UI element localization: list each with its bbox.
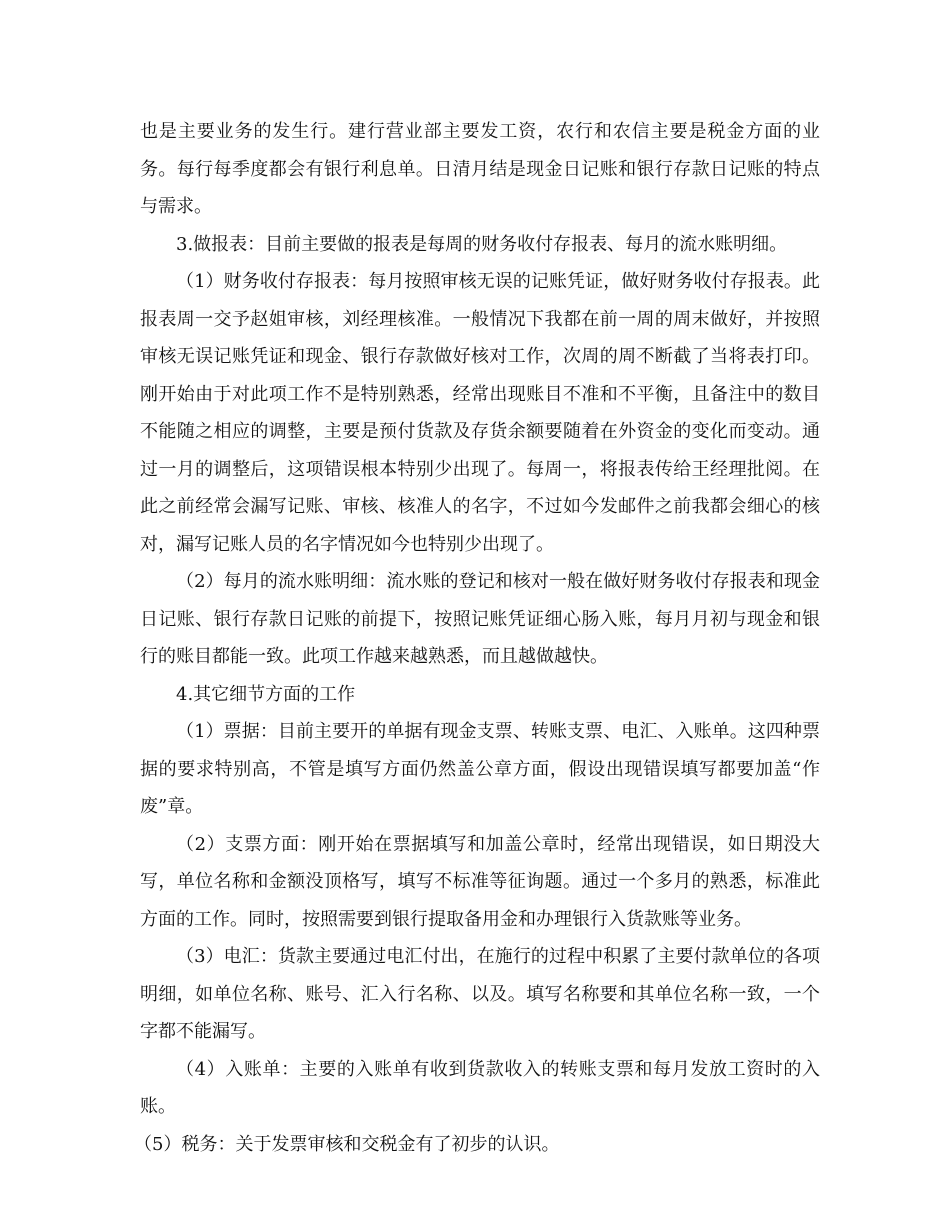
heading-other-details: 4.其它细节方面的工作 (176, 683, 356, 705)
paragraph-continued: 也是主要业务的发生行。建行营业部主要发工资，农行和农信主要是税金方面的业务。每行每季度都会有银行利息单。日清月结是现金日记账和银行存款日记账的特点与需求。 (140, 121, 820, 217)
paragraph-checks: （2）支票方面：刚开始在票据填写和加盖公章时，经常出现错误，如日期没大写，单位名称和金额没顶格写，填写不标准等征询题。通过一个多月的熟悉，标准此方面的工作。同时，按照需要到银行提取备用金和办理银行入货款账等业务。 (140, 833, 820, 930)
document-body (134, 113, 820, 1163)
paragraph-monthly-ledger: （2）每月的流水账明细：流水账的登记和核对一般在做好财务收付存报表和现金日记账、银行存款日记账的前提下，按照记账凭证细心肠入账，每月月初与现金和银行的账目都能一致。此项工作越来越熟悉，而且越做越快。 (140, 571, 820, 667)
paragraph-bills: （1）票据：目前主要开的单据有现金支票、转账支票、电汇、入账单。这四种票据的要求特别高，不管是填写方面仍然盖公章方面，假设出现错误填写都要加盖“作废”章。 (140, 721, 820, 817)
paragraph-wire-transfer: （3）电汇：货款主要通过电汇付出，在施行的过程中积累了主要付款单位的各项明细，如单位名称、账号、汇入行名称、以及。填写名称要和其单位名称一致，一个字都不能漏写。 (140, 946, 820, 1042)
paragraph-financial-report: （1）财务收付存报表：每月按照审核无误的记账凭证，做好财务收付存报表。此报表周一交予赵姐审核，刘经理核准。一般情况下我都在前一周的周末做好，并按照审核无误记账凭证和现金、银行存款做好核对工作，次周的周不断截了当将表打印。刚开始由于对此项工作不是特别熟悉，经常出现账目不准和不平衡，且备注中的数目不能随之相应的调整，主要是预付货款及存货余额要随着在外资金的变化而变动。通过一月的调整后，这项错误根本特别少出现了。每周一，将报表传给王经理批阅。在此之前经常会漏写记账、审核、核准人的名字，不过如今发邮件之前我都会细心的核对，漏写记账人员的名字情况如今也特别少出现了。 (140, 271, 820, 555)
paragraph-tax: （5）税务：关于发票审核和交税金有了初步的认识。 (134, 1133, 560, 1155)
heading-reports: 3.做报表：目前主要做的报表是每周的财务收付存报表、每月的流水账明细。 (176, 233, 788, 255)
paragraph-deposit-slip: （4）入账单：主要的入账单有收到货款收入的转账支票和每月发放工资时的入账。 (140, 1058, 820, 1117)
